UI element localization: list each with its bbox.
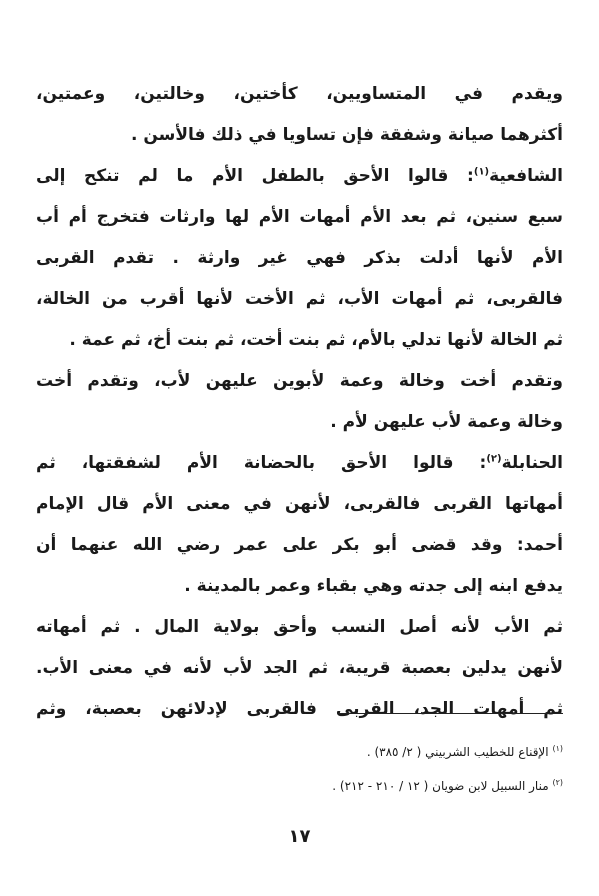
page-number: ١٧ [288, 826, 311, 847]
text-line: فالقربى، ثم أمهات الأب، ثم الأخت لأنها أقرب من الخالة، [36, 289, 563, 309]
text-line: لأنهن يدلين بعصبة قريبة، ثم الجد لأب لأنه في معنى الأب. [36, 658, 563, 678]
footnote-text: منار السبيل لابن ضويان ( ١٢ / ٢١٠ - ٢١٢) . [332, 779, 549, 793]
footnote-item [36, 769, 563, 803]
footnote-number: (٢) [552, 778, 563, 787]
text-line: الأم لأنها أدلت بذكر فهي غير وارثة . تقدم القربى [36, 248, 563, 268]
text-line: ثم الأب لأنه أصل النسب وأحق بولاية المال . ثم أمهاته [36, 617, 563, 637]
text-fragment: : قالوا الأحق بالحضانة الأم لشفقتها، ثم [36, 453, 487, 473]
text-line: ثم أمهات الجد، القربى فالقربى لإدلائهن بعصبة، وثم [36, 699, 563, 719]
text-line-with-heading [36, 156, 563, 197]
text-line: وتقدم أخت وخالة وعمة لأبوين عليهن لأب، وتقدم أخت [36, 371, 563, 391]
text-line: أكثرهما صيانة وشفقة فإن تساويا في ذلك فالأسن . [131, 125, 563, 145]
text-line: وخالة وعمة لأب عليهن لأم . [330, 412, 563, 432]
text-line: أمهاتها القربى فالقربى، لأنهن في معنى الأم قال الإمام [36, 494, 563, 514]
text-line: سبع سنين، ثم بعد الأم أمهات الأم لها وارثات فتخرج أم أب [36, 207, 563, 227]
footnote-divider [338, 713, 563, 714]
text-fragment: : قالوا الأحق بالطفل الأم ما لم تنكح إلى [36, 166, 474, 186]
text-line-with-heading [36, 443, 563, 484]
text-line: ثم الخالة لأنها تدلي بالأم، ثم بنت أخت، ثم بنت أخ، ثم عمة . [69, 330, 563, 350]
section-heading-shafiiya: الشافعية [489, 166, 563, 186]
footnote-ref: (٢) [486, 453, 502, 465]
footnote-text: الإقناع للخطيب الشربيني ( ٢/ ٣٨٥) . [366, 745, 549, 759]
main-text [36, 74, 563, 730]
footnotes [36, 735, 563, 803]
section-heading-hanabila: الحنابلة [501, 453, 563, 473]
text-line: يدفع ابنه إلى جدته وهي بقباء وعمر بالمدينة . [184, 576, 563, 596]
text-line: أحمد: وقد قضى أبو بكر على عمر رضي الله عنهما أن [36, 535, 563, 555]
footnote-number: (١) [552, 744, 563, 753]
footnote-ref: (١) [473, 166, 490, 178]
footnote-item [36, 735, 563, 769]
text-line: ويقدم في المتساويين، كأختين، وخالتين، وعمتين، [36, 84, 563, 104]
